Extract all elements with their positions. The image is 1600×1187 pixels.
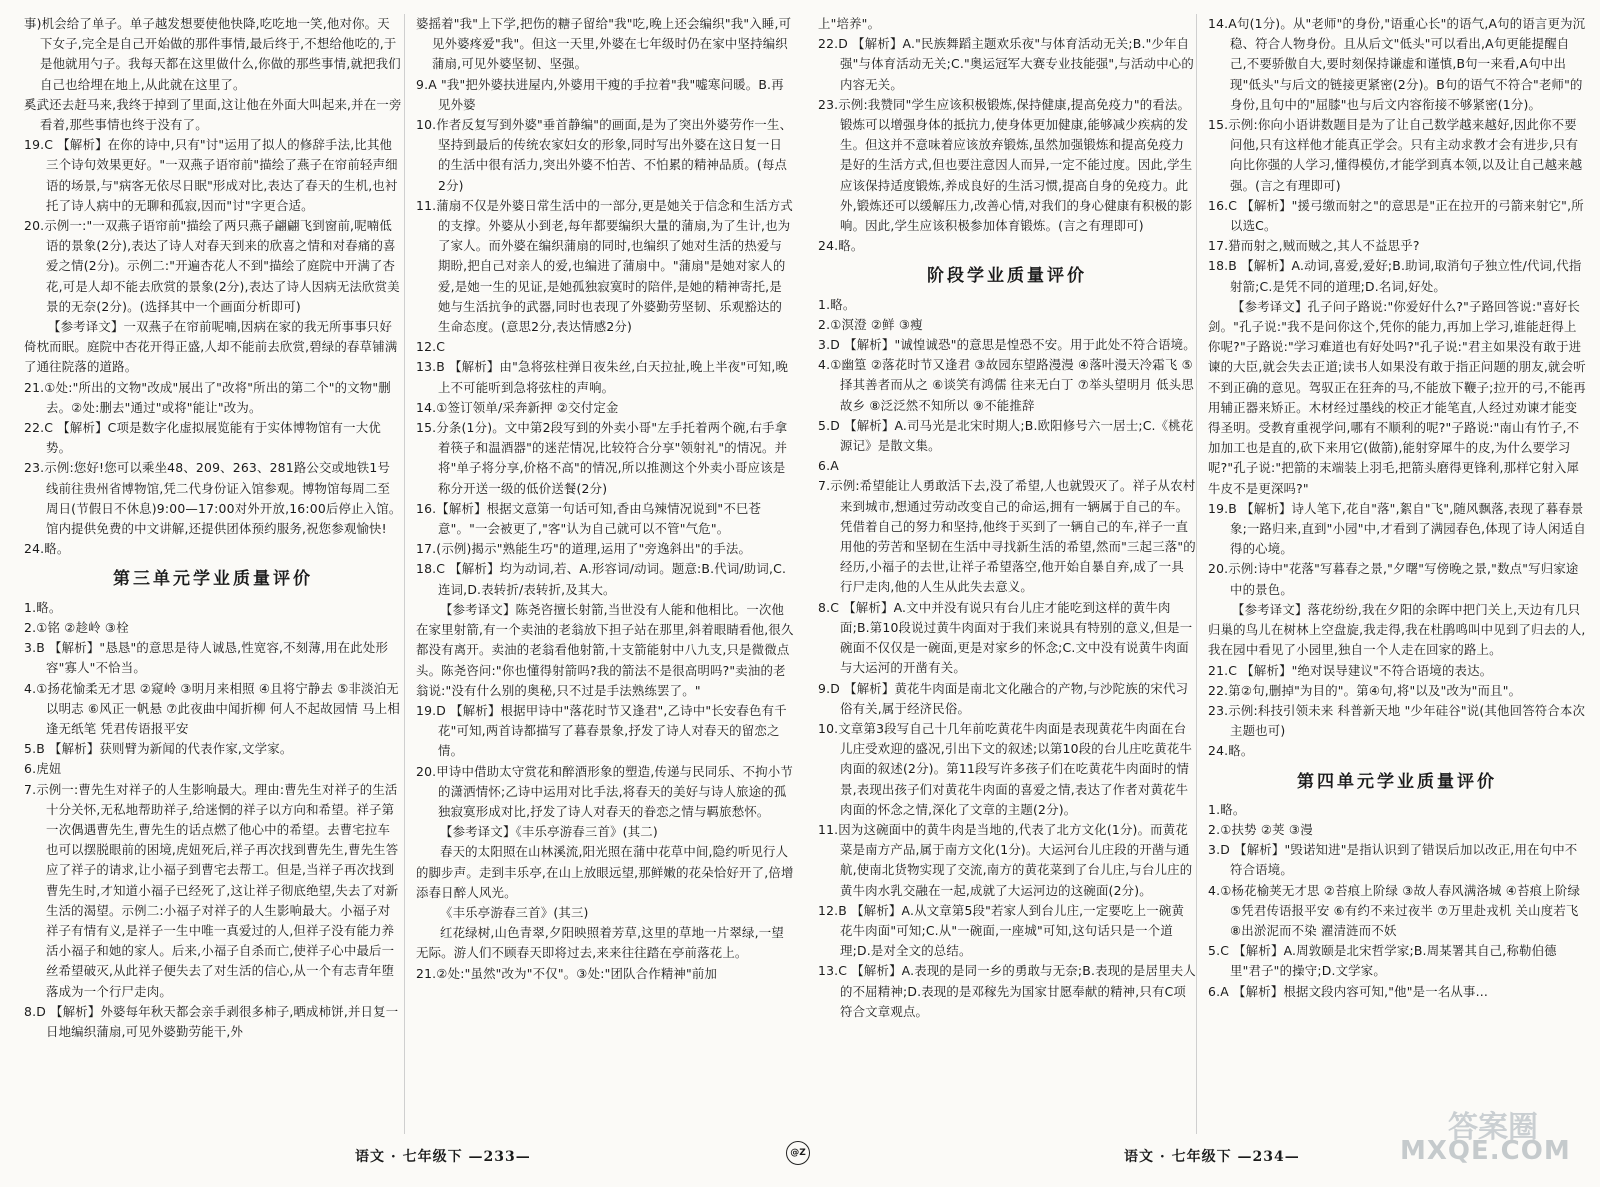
section-heading: 阶段学业质量评价 — [927, 266, 1087, 287]
answer-paragraph: 春天的太阳照在山林溪流,阳光照在蒲中花草中间,隐约听见行人的脚步声。走到丰乐亭,在山上放眼远望,那鲜嫩的花朵恰好开了,倍增添春日醉人风光。 — [416, 844, 794, 900]
answer-paragraph: 【参考译文】《丰乐亭游春三首》(其二) — [440, 824, 658, 840]
answer-paragraph: 17.(示例)揭示"熟能生巧"的道理,运用了"旁逸斜出"的手法。 — [416, 541, 752, 557]
answer-paragraph: 19.C 【解析】在你的诗中,只有"讨"运用了拟人的修辞手法,比其他三个诗句效果更好。"一双燕子语帘前"描绘了燕子在帘前轻声细语的场景,与"病客无依尽日眠"形成对比,表达了春天的生机,也衬托了诗人病中的无聊和孤寂,因而"讨"字更合适。 — [24, 137, 398, 213]
page-footer-left: 语文 · 七年级下 —233— — [355, 1149, 531, 1165]
answer-paragraph: 《丰乐亭游春三首》(其三) — [440, 904, 589, 920]
answer-paragraph: 【参考译文】陈尧咨擅长射箭,当世没有人能和他相比。一次他在家里射箭,有一个卖油的老翁放下担子站在那里,斜着眼睛看他,很久都没有离开。卖油的老翁看他射箭,十支箭能射中八九支,只是微微点头。陈尧咨问:"你也懂得射箭吗?我的箭法不是很高明吗?"卖油的老翁说:"没有什么别的奥秘,只不过是手法熟练罢了。" — [416, 601, 794, 698]
answer-paragraph: 5.B 【解析】获则臂为新闻的代表作家,文学家。 — [24, 741, 293, 757]
answer-paragraph: 婆摇着"我"上下学,把伤的糖子留给"我"吃,晚上还会编织"我"入睡,可见外婆疼爱"我"。但这一天里,外婆在七年级时仍在家中坚持编织蒲扇,可见外婆坚韧、坚强。 — [416, 16, 792, 72]
answer-paragraph: 5.C 【解析】A.周敦颐是北宋哲学家;B.周某署其自己,称勒伯德里"君子"的操守;D.文学家。 — [1208, 943, 1557, 979]
text-column-4 — [1208, 14, 1586, 1134]
answer-paragraph: 24.略。 — [818, 238, 864, 254]
section-heading: 第四单元学业质量评价 — [1297, 771, 1497, 792]
answer-paragraph: 8.D 【解析】外婆每年秋天都会亲手剥很多柿子,晒成柿饼,并日复一日地编织蒲扇,可见外婆勤劳能干,外 — [24, 1003, 399, 1039]
answer-paragraph: 1.略。 — [1208, 801, 1246, 817]
answer-paragraph: 6.A — [818, 458, 839, 474]
answer-paragraph: 红花绿树,山色青翠,夕阳映照着芳草,这里的草地一片翠绿,一望无际。游人们不顾春天即将过去,来来往往踏在亭前落花上。 — [416, 925, 784, 961]
answer-paragraph: 3.D 【解析】"诚惶诚恐"的意思是惶恐不安。用于此处不符合语境。 — [818, 337, 1196, 353]
answer-paragraph: 12.B 【解析】A.从文章第5段"若家人到台儿庄,一定要吃上一碗黄花牛肉面"可知;C.从"一碗面,一座城"可知,这句话只是一个道理;D.是对全文的总结。 — [818, 902, 1185, 959]
answer-paragraph: 18.B 【解析】A.动词,喜爱,爱好;B.助词,取消句子独立性/代词,代指射箭;C.是凭不同的道理;D.名词,好处。 — [1208, 258, 1582, 294]
answer-paragraph: 9.D 【解析】黄花牛肉面是南北文化融合的产物,与沙陀族的宋代习俗有关,属于经济民俗。 — [818, 680, 1189, 716]
answer-paragraph: 19.B 【解析】诗人笔下,花自"落",絮自"飞",随风飘落,表现了暮春景象;一路归来,直到"小园"中,才看到了满园春色,体现了诗人闲适自得的心境。 — [1208, 500, 1586, 557]
watermark-url: MXQE.COM — [1400, 1136, 1571, 1166]
answer-paragraph: 13.C 【解析】A.表现的是同一乡的勇敢与无奈;B.表现的是居里夫人的不屈精神;D.表现的是邓稼先为国家甘愿奉献的精神,只有C项符合文章观点。 — [818, 963, 1196, 1019]
page-mark: @Z — [786, 1141, 810, 1165]
answer-paragraph: 19.D 【解析】根据甲诗中"落花时节又逢君",乙诗中"长安春色有千花"可知,两首诗都描写了暮春景象,抒发了诗人对春天的留恋之情。 — [416, 702, 787, 759]
answer-paragraph: 18.C 【解析】均为动词,若、A.形容词/动词。题意:B.代词/助词,C.连词,D.表转折/表转折,及其大。 — [416, 561, 787, 597]
answer-paragraph: 事)机会给了单子。单子越发想要使他快降,吃吃地一笑,他对你。天下女子,完全是自己开始做的那件事情,最后终于,不想给他吃的,于是他就用勺子。我每天都在这里做什么,你做的那些事情,就把我们自己也给埋在地上,从此就在这里了。 — [24, 16, 401, 92]
answer-paragraph: 上"培养"。 — [818, 16, 881, 31]
answer-paragraph: 2.①溟澄 ②鲜 ③瘦 — [818, 316, 923, 332]
answer-paragraph: 17.猎而射之,贼而贼之,其人不益思乎? — [1208, 238, 1420, 254]
answer-paragraph: 20.示例:诗中"花落"写暮春之景,"夕曙"写傍晚之景,"数点"写归家途中的景色。 — [1208, 561, 1579, 597]
answer-paragraph: 1.略。 — [24, 599, 62, 615]
answer-paragraph: 3.B 【解析】"恳恳"的意思是待人诚恳,性宽容,不刻薄,用在此处形容"寡人"不恰当。 — [24, 640, 389, 676]
watermark-logo — [1378, 1100, 1578, 1172]
answer-paragraph: 3.D 【解析】"毁诺知进"是指认识到了错误后加以改正,用在句中不符合语境。 — [1208, 842, 1578, 878]
page-footer-right: 语文 · 七年级下 —234— — [1124, 1149, 1300, 1165]
answer-paragraph: 1.略。 — [818, 296, 856, 312]
answer-paragraph: 4.①杨花榆荚无才思 ②苔痕上阶绿 ③故人春风满洛城 ④苔痕上阶绿 ⑤凭君传语报平安 ⑥有约不来过夜半 ⑦万里赴戎机 关山度若飞 ⑧出淤泥而不染 濯清涟而不妖 — [1208, 882, 1581, 938]
answer-paragraph: 22.C 【解析】C项是数字化虚拟展览能有于实体博物馆有一大优势。 — [24, 420, 381, 456]
answer-paragraph: 24.略。 — [24, 541, 70, 557]
answer-paragraph: 24.略。 — [1208, 743, 1254, 759]
answer-paragraph: 2.①铭 ②趁岭 ③栓 — [24, 619, 129, 635]
answer-paragraph: 22.第②句,删掉"为目的"。第④句,将"以及"改为"而且"。 — [1208, 682, 1522, 698]
answer-paragraph: 【参考译文】孔子问子路说:"你爱好什么?"子路回答说:"喜好长剑。"孔子说:"我不是问你这个,凭你的能力,再加上学习,谁能赶得上你呢?"子路说:"学习难道也有好处吗?"孔子说:"君主如果没有敢于进谏的大臣,就会失去正道;读书人如果没有敢于指正问题的朋友,就会听不到正确的意见。驾驭正在狂奔的马,不能放下鞭子;拉开的弓,不能再用辅正器来矫正。木材经过墨线的校正才能笔直,人经过劝谏才能变得圣明。受教育重视学问,哪有不顺利的呢?"子路说:"南山有竹子,不加加工也是直的,砍下来用它(做箭),能射穿犀牛的皮,为什么要学习呢?"孔子说:"把箭的末端装上羽毛,把箭头磨得更锋利,那样它射入犀牛皮不是更深吗?" — [1208, 298, 1586, 496]
answer-paragraph: 21.②处:"虽然"改为"不仅"。③处:"团队合作精神"前加 — [416, 965, 718, 981]
answer-paragraph: 22.D 【解析】A."民族舞蹈主题欢乐夜"与体育活动无关;B."少年自强"与体育活动无关;C."奥运冠军大赛专业技能强",与活动中心的内容无关。 — [818, 36, 1194, 92]
answer-paragraph: 奚武还去赶马来,我终于掉到了里面,这让他在外面大叫起来,并在一旁看着,那些事情也终于没有了。 — [24, 96, 402, 133]
answer-paragraph: 14.①签订领单/采奔新押 ②交付定金 — [416, 399, 619, 415]
answer-paragraph: 8.C 【解析】A.文中并没有说只有台儿庄才能吃到这样的黄牛肉面;B.第10段说过黄牛肉面对于我们来说具有特别的意义,但是一碗面不仅仅是一碗面,更是对家乡的怀念;C.文中没有说黄牛肉面与大运河的开凿有关。 — [818, 599, 1193, 676]
answer-paragraph: 23.示例:科技引领未来 科普新天地 "少年硅谷"说(其他回答符合本次主题也可) — [1208, 702, 1586, 739]
answer-paragraph: 12.C — [416, 339, 446, 355]
answer-paragraph: 11.蒲扇不仅是外婆日常生活中的一部分,更是她关于信念和生活方式的支撑。外婆从小到老,每年都要编织大量的蒲扇,为了生计,也为了家人。而外婆在编织蒲扇的同时,也编织了她对生活的热爱与期盼,把自己对亲人的爱,也编进了蒲扇中。"蒲扇"是她对家人的爱,是她一生的见证,是她孤独寂寞时的陪伴,是她的精神寄托,是她与生活抗争的武器,同时也表现了外婆勤劳坚韧、乐观豁达的生命态度。(意思2分,表达情感2分) — [416, 197, 793, 335]
answer-paragraph: 10.作者反复写到外婆"垂首静编"的画面,是为了突出外婆劳作一生、坚持到最后的传统农家妇女的形象,同时写出外婆在这日复一日的生活中很有活力,突出外婆不怕苦、不怕累的精神品质。(每点2分) — [416, 117, 793, 193]
answer-paragraph: 10.文章第3段写自己十几年前吃黄花牛肉面是表现黄花牛肉面在台儿庄受欢迎的盛况,引出下文的叙述;以第10段的台儿庄吃黄花牛肉面的叙述(2分)。第11段写许多孩子们在吃黄花牛肉面时的情景,表现出孩子们对黄花牛肉面的喜爱之情,表达了作者对黄花牛肉面的怀念之情,深化了文章的主题(2分)。 — [818, 720, 1193, 817]
answer-paragraph: 15.分条(1分)。文中第2段写到的外卖小哥"左手托着两个碗,右手拿着筷子和温酒器"的迷茫情况,比较符合分享"领射礼"的情况。并将"单子将分享,价格不高"的情况,所以推测这个外卖小哥应该是称分开送一级的低价送餐(2分) — [416, 420, 788, 496]
answer-paragraph: 11.因为这碗面中的黄牛肉是当地的,代表了北方文化(1分)。而黄花菜是南方产品,属于南方文化(1分)。大运河台儿庄段的开凿与通航,使南北货物实现了交流,南方的黄花菜到了台儿庄,与台儿庄的黄牛肉水乳交融在一起,成就了大运河边的这碗面(2分)。 — [818, 821, 1193, 898]
answer-paragraph: 7.示例一:曹先生对祥子的人生影响最大。理由:曹先生对祥子的生活十分关怀,无私地帮助祥子,给迷惘的祥子以方向和希望。祥子第一次偶遇曹先生,曹先生的话点燃了他心中的希望。去曹宅拉车也可以摆脱眼前的困境,虎妞死后,祥子再次找到曹先生,曹先生答应了祥子的请求,让小福子到曹宅去帮工。但是,当祥子再次找到曹先生时,才知道小福子已经死了,这让祥子彻底绝望,失去了对新生活的渴望。示例二:小福子对祥子的人生影响最大。小福子对祥子有情有义,是祥子一生中唯一真爱过的人,但祥子没有能力养活小福子和她的家人。后来,小福子自杀而亡,使祥子心中最后一丝希望破灭,从此祥子便失去了对生活的信心,从一个有志青年堕落成为一个行尸走肉。 — [24, 781, 399, 999]
answer-paragraph: 16.【解析】根据文意第一句话可知,香由乌辣情况说到"不巳苍意"。"一会被更了,"客"认为自己就可以不管"气危"。 — [416, 500, 762, 537]
answer-paragraph: 21.C 【解析】"绝对误导建议"不符合语境的表达。 — [1208, 662, 1493, 678]
column-divider — [404, 14, 405, 1134]
answer-paragraph: 5.D 【解析】A.司马光是北宋时期人;B.欧阳修号六一居士;C.《桃花源记》是散文集。 — [818, 417, 1194, 454]
text-column-2 — [416, 14, 794, 1134]
answer-paragraph: 【参考译文】落花纷纷,我在夕阳的余晖中把门关上,天边有几只归巢的鸟儿在树林上空盘旋,我走得,我在杜鹃鸣叫中见到了归去的人,我在园中看见了小园里,独自一个人走在回家的路上。 — [1208, 601, 1586, 658]
answer-paragraph: 6.A 【解析】根据文段内容可知,"他"是一名从事... — [1208, 983, 1489, 999]
text-column-3 — [818, 14, 1196, 1134]
answer-paragraph: 20.示例一:"一双燕子语帘前"描绘了两只燕子翩翩飞到窗前,呢喃低语的景象(2分),表达了诗人对春天到来的欣喜之情和对春痛的喜爱之情(2分)。示例二:"开遍杏花人不到"描绘了庭院中开满了杏花,可是人却不能去欣赏的景象(2分),表达了诗人因病无法欣赏美景的无奈(2分)。(选择其中一个画面分析即可) — [24, 218, 400, 314]
answer-paragraph: 16.C 【解析】"援弓缴而射之"的意思是"正在拉开的弓箭来射它",所以选C。 — [1208, 197, 1584, 234]
answer-paragraph: 23.示例:您好!您可以乘坐48、209、263、281路公交或地铁1号线前往贵州省博物馆,凭二代身份证入馆参观。博物馆每周二至周日(节假日不休息)9:00—17:00对外开放,16:00后停止入馆。馆内提供免费的中文讲解,还提供团体预约服务,祝您参观愉快! — [24, 460, 402, 537]
watermark-logo-text: 答案圈 — [1448, 1110, 1538, 1145]
answer-paragraph: 15.示例:你向小语讲数题目是为了让自己数学越来越好,因此你不要问他,只有这样他才能真正学会。只有主动求教才会有进步,只有向比你强的人学习,懂得模仿,才能学到真本领,以及让自己越来越强。(言之有理即可) — [1208, 117, 1583, 193]
answer-paragraph: 2.①扶势 ②荚 ③漫 — [1208, 821, 1313, 837]
answer-paragraph: 4.①幽篁 ②落花时节又逢君 ③故园东望路漫漫 ④落叶漫天冷霜飞 ⑤择其善者而从之 ⑥谈笑有鸿儒 往来无白丁 ⑦举头望明月 低头思故乡 ⑧泛泛然不知所以 ⑨不能推辞 — [818, 357, 1194, 413]
answer-paragraph: 4.①扬花愉柔无才思 ②窥岭 ③明月来相照 ④且将宁静去 ⑤非淡泊无以明志 ⑥风正一帆悬 ⑦此夜曲中闻折柳 何人不起故园情 马上相逢无纸笔 凭君传语报平安 — [24, 680, 400, 736]
answer-paragraph: 20.甲诗中借助太守赏花和醉酒形象的塑造,传递与民同乐、不拘小节的潇洒情怀;乙诗中运用对比手法,将春天的美好与诗人旅途的孤独寂寞形成对比,抒发了诗人对春天的眷恋之情与羁旅愁怀。 — [416, 763, 793, 819]
answer-paragraph: 9.A "我"把外婆扶进屋内,外婆用干瘦的手拉着"我"嘘寒问暖。B.再见外婆 — [416, 76, 784, 112]
answer-paragraph: 6.虎妞 — [24, 761, 62, 777]
answer-paragraph: 23.示例:我赞同"学生应该积极锻炼,保持健康,提高免疫力"的看法。锻炼可以增强身体的抵抗力,使身体更加健康,能够减少疾病的发生。但这并不意味着应该放弃锻炼,虽然加强锻炼和提高免疫力是好的生活方式,但也要注意因人而异,一定不能过度。因此,学生应该保持适度锻炼,养成良好的生活习惯,提高自身的免疫力。此外,锻炼还可以缓解压力,改善心情,对我们的身心健康有积极的影响。因此,学生应该积极参加体育锻炼。(言之有理即可) — [818, 96, 1193, 234]
section-heading: 第三单元学业质量评价 — [113, 569, 313, 590]
text-column-1 — [24, 14, 402, 1134]
answer-paragraph: 14.A句(1分)。从"老师"的身份,"语重心长"的语气,A句的语言更为沉稳、符合人物身份。且从后文"低头"可以看出,A句更能提醒自己,不要骄傲自大,要时刻保持谦虚和谨慎,B句一来看,A句中出现"低头"与后文的链接更紧密(2分)。B句的语气不符合"老师"的身份,且句中的"屈膝"也与后文内容衔接不够紧密(1分)。 — [1208, 16, 1586, 112]
answer-paragraph: 7.示例:希望能让人勇敢活下去,没了希望,人也就毁灭了。祥子从农村来到城市,想通过劳动改变自己的命运,拥有一辆属于自己的车。凭借着自己的努力和坚持,他终于买到了一辆自己的车,祥子一直用他的劳苦和坚韧在生活中寻找新生活的希望,然而"三起三落"的经历,小福子的去世,让祥子希望落空,他开始自暴自弃,成了一具行尸走肉,他的人生从此失去意义。 — [818, 478, 1196, 595]
answer-paragraph: 【参考译文】一双燕子在帘前呢喃,因病在家的我无所事事只好倚枕而眠。庭院中杏花开得正盛,人却不能前去欣赏,碧绿的春草铺满了通往院落的道路。 — [24, 319, 398, 375]
answer-paragraph: 21.①处:"所出的文物"改成"展出了"改将"所出的第二个"的文物"删去。②处:删去"通过"或将"能让"改为。 — [24, 379, 391, 415]
answer-paragraph: 13.B 【解析】由"急将弦柱弹日夜朱丝,白天拉扯,晚上半夜"可知,晚上不可能听到急将弦柱的声响。 — [416, 359, 789, 395]
